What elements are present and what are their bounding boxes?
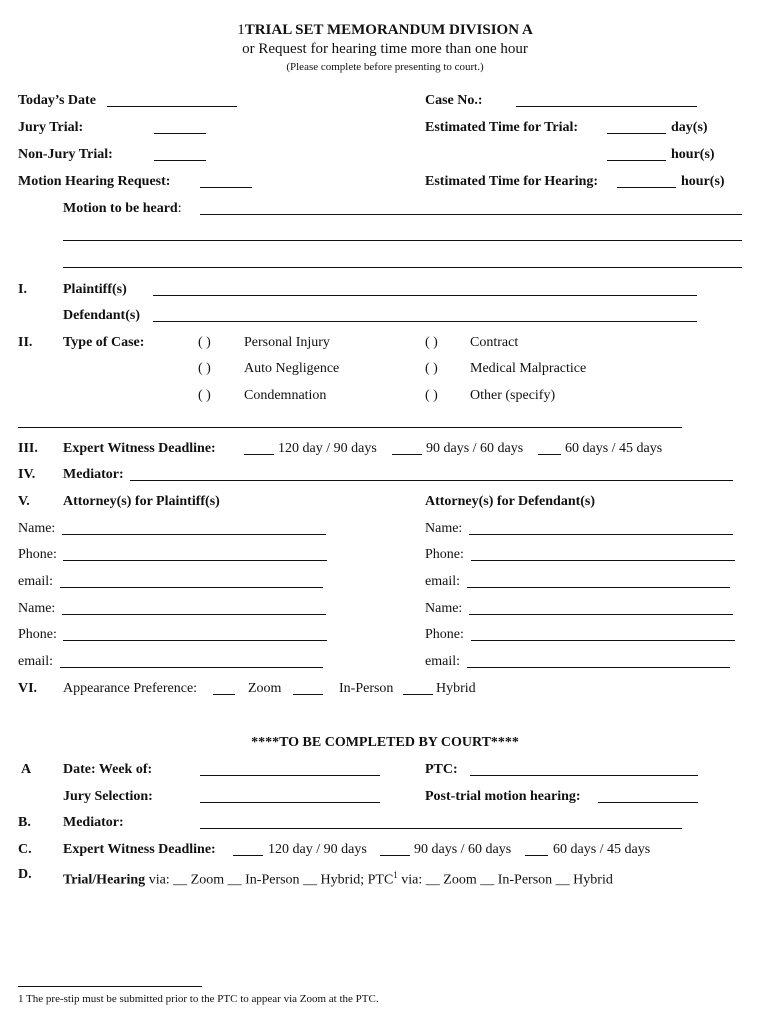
est-time-trial-hours-field[interactable]: [607, 160, 666, 161]
court-expert-opt3-field[interactable]: [525, 855, 548, 856]
plaintiff-name-label-2: Name:: [18, 601, 56, 616]
court-c-num: C.: [18, 842, 32, 857]
jury-selection-field[interactable]: [200, 802, 380, 803]
ptc-field[interactable]: [470, 775, 698, 776]
section-5-num: V.: [18, 494, 30, 509]
section-4-num: IV.: [18, 467, 36, 482]
form-note: (Please complete before presenting to court.): [286, 61, 484, 73]
section-3-num: III.: [18, 441, 38, 456]
post-trial-label: Post-trial motion hearing:: [425, 789, 581, 804]
defendant-name-label-2: Name:: [425, 601, 463, 616]
motion-hearing-request-field[interactable]: [200, 187, 252, 188]
other-specify-field[interactable]: [18, 427, 682, 428]
form-title: [0, 22, 770, 38]
expert-opt2-field[interactable]: [392, 454, 422, 455]
trial-hearing-line[interactable]: Trial/Hearing via: __ Zoom __ In-Person __ Hybrid; PTC$^1$ via: __ Zoom __ In-Person __ Hybrid: [63, 870, 613, 888]
jury-selection-label: Jury Selection:: [63, 789, 153, 804]
defendant-name-field-1[interactable]: [469, 534, 733, 535]
appearance-in-person: In-Person: [339, 681, 394, 696]
footnote-ref: 1: [237, 22, 245, 38]
est-time-trial-label: Estimated Time for Trial:: [425, 120, 579, 135]
plaintiff-email-label-2: email:: [18, 654, 53, 669]
appearance-hybrid: Hybrid: [436, 681, 476, 696]
plaintiff-phone-label-1: Phone:: [18, 547, 57, 562]
appearance-zoom: Zoom: [248, 681, 282, 696]
motion-line-3[interactable]: [63, 267, 742, 268]
attorney-plaintiff-heading: Attorney(s) for Plaintiff(s): [63, 494, 220, 509]
expert-deadline-label: Expert Witness Deadline:: [63, 441, 216, 456]
motion-hearing-request-label: Motion Hearing Request:: [18, 174, 171, 189]
appearance-pref-label: Appearance Preference:: [63, 681, 198, 696]
court-expert-opt1-field[interactable]: [233, 855, 263, 856]
section-6-num: VI.: [18, 681, 38, 696]
attorney-defendant-heading: Attorney(s) for Defendant(s): [425, 494, 596, 509]
title-text: TRIAL SET MEMORANDUM DIVISION A: [244, 22, 533, 38]
defendant-email-label-2: email:: [425, 654, 460, 669]
case-no-field[interactable]: [516, 106, 697, 107]
plaintiff-email-field-1[interactable]: [60, 587, 323, 588]
plaintiff-email-field-2[interactable]: [60, 667, 323, 668]
est-time-hearing-field[interactable]: [617, 187, 676, 188]
plaintiff-phone-label-2: Phone:: [18, 627, 57, 642]
checkbox-auto-negligence[interactable]: ( ): [198, 361, 211, 376]
todays-date-field[interactable]: [107, 106, 237, 107]
defendant-phone-field-1[interactable]: [471, 560, 735, 561]
appearance-zoom-field[interactable]: [213, 694, 235, 695]
expert-opt1: 120 day / 90 days: [278, 441, 377, 456]
checkbox-contract[interactable]: ( ): [425, 335, 438, 350]
non-jury-trial-label: Non-Jury Trial:: [18, 147, 113, 162]
checkbox-medical-malpractice[interactable]: ( ): [425, 361, 438, 376]
defendant-phone-field-2[interactable]: [471, 640, 735, 641]
defendant-phone-label-1: Phone:: [425, 547, 464, 562]
defendant-phone-label-2: Phone:: [425, 627, 464, 642]
motion-to-be-heard-field[interactable]: [200, 214, 742, 215]
expert-opt3: 60 days / 45 days: [565, 441, 663, 456]
defendant-email-field-2[interactable]: [467, 667, 730, 668]
defendant-name-label-1: Name:: [425, 521, 463, 536]
option-other: Other (specify): [470, 388, 556, 403]
checkbox-other[interactable]: ( ): [425, 388, 438, 403]
court-mediator-field[interactable]: [200, 828, 682, 829]
non-jury-trial-field[interactable]: [154, 160, 206, 161]
court-d-num: D.: [18, 867, 32, 882]
court-expert-label: Expert Witness Deadline:: [63, 842, 216, 857]
court-expert-opt3: 60 days / 45 days: [553, 842, 651, 857]
post-trial-field[interactable]: [598, 802, 698, 803]
court-expert-opt2: 90 days / 60 days: [414, 842, 512, 857]
appearance-in-person-field[interactable]: [293, 694, 323, 695]
days-label: day(s): [671, 120, 708, 135]
plaintiffs-field[interactable]: [153, 295, 697, 296]
option-medical-malpractice: Medical Malpractice: [470, 361, 587, 376]
est-time-trial-field[interactable]: [607, 133, 666, 134]
mediator-field[interactable]: [130, 480, 733, 481]
defendant-email-field-1[interactable]: [467, 587, 730, 588]
date-week-label: Date: Week of:: [63, 762, 153, 777]
ptc-label: PTC:: [425, 762, 458, 777]
date-week-field[interactable]: [200, 775, 380, 776]
mediator-label: Mediator:: [63, 467, 124, 482]
type-of-case-label: Type of Case:: [63, 335, 145, 350]
motion-to-be-heard-label: Motion to be heard:: [63, 201, 182, 216]
court-expert-opt2-field[interactable]: [380, 855, 410, 856]
hours-label-2: hour(s): [681, 174, 725, 189]
option-contract: Contract: [470, 335, 519, 350]
option-personal-injury: Personal Injury: [244, 335, 330, 350]
appearance-hybrid-field[interactable]: [403, 694, 433, 695]
expert-opt3-field[interactable]: [538, 454, 561, 455]
court-mediator-label: Mediator:: [63, 815, 124, 830]
court-b-num: B.: [18, 815, 31, 830]
checkbox-personal-injury[interactable]: ( ): [198, 335, 211, 350]
section-2-num: II.: [18, 335, 33, 350]
case-no-label: Case No.:: [425, 93, 483, 108]
form-subtitle: or Request for hearing time more than one hour: [242, 41, 528, 57]
expert-opt2: 90 days / 60 days: [426, 441, 524, 456]
expert-opt1-field[interactable]: [244, 454, 274, 455]
defendants-field[interactable]: [153, 321, 697, 322]
checkbox-condemnation[interactable]: ( ): [198, 388, 211, 403]
court-heading: ****TO BE COMPLETED BY COURT****: [251, 735, 519, 750]
jury-trial-field[interactable]: [154, 133, 206, 134]
hours-label: hour(s): [671, 147, 715, 162]
motion-line-2[interactable]: [63, 240, 742, 241]
defendant-name-field-2[interactable]: [469, 614, 733, 615]
footnote-separator: [18, 986, 202, 987]
court-a-num: A: [21, 762, 32, 777]
section-1-num: I.: [18, 282, 27, 297]
option-auto-negligence: Auto Negligence: [244, 361, 340, 376]
plaintiff-name-label-1: Name:: [18, 521, 56, 536]
option-condemnation: Condemnation: [244, 388, 327, 403]
plaintiffs-label: Plaintiff(s): [63, 282, 127, 297]
plaintiff-phone-field-2[interactable]: [63, 640, 327, 641]
footnote-text: 1 The pre-stip must be submitted prior to the PTC to appear via Zoom at the PTC.: [18, 993, 379, 1005]
defendants-label: Defendant(s): [63, 308, 140, 323]
defendant-email-label-1: email:: [425, 574, 460, 589]
plaintiff-phone-field-1[interactable]: [63, 560, 327, 561]
plaintiff-name-field-1[interactable]: [62, 534, 326, 535]
jury-trial-label: Jury Trial:: [18, 120, 84, 135]
todays-date-label: Today’s Date: [18, 93, 96, 108]
plaintiff-email-label-1: email:: [18, 574, 53, 589]
est-time-hearing-label: Estimated Time for Hearing:: [425, 174, 599, 189]
court-expert-opt1: 120 day / 90 days: [268, 842, 367, 857]
plaintiff-name-field-2[interactable]: [62, 614, 326, 615]
